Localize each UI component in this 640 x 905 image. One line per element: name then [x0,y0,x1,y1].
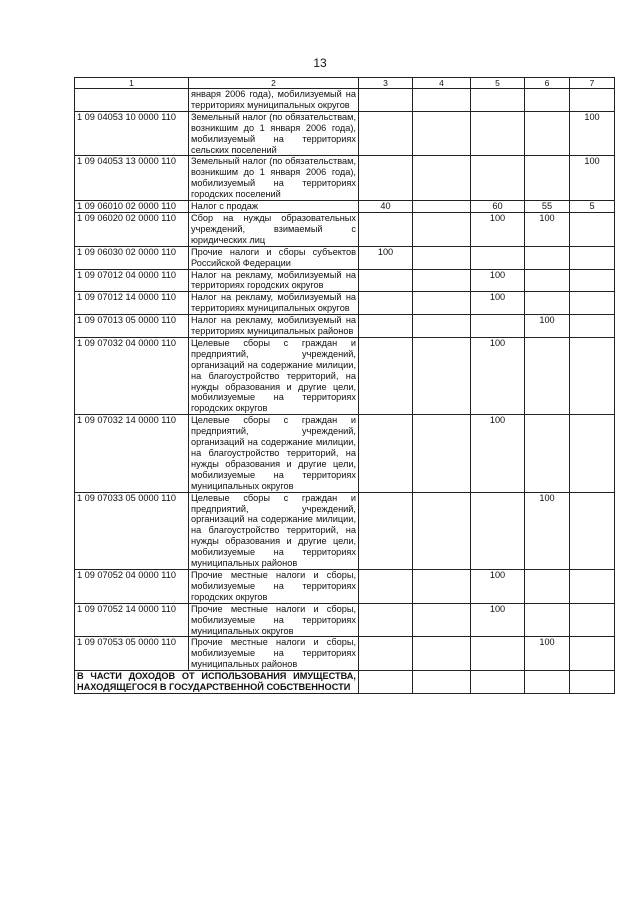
table-row [75,156,615,201]
empty-cell [570,671,615,694]
budget-code-cell: 1 09 06010 02 0000 110 [75,201,189,213]
column-number: 5 [471,78,525,89]
col6-value [525,569,570,603]
revenue-name-cell: Целевые сборы с граждан и предприятий, учреждений, организаций на содержание милиции, на благоустройство территорий, на нужды образования и другие цели, мобилизуемые на территориях городских округов [189,337,359,414]
col4-value [413,603,471,637]
table-row [75,292,615,315]
budget-code-cell: 1 09 06020 02 0000 110 [75,212,189,246]
table-row [75,269,615,292]
revenue-name-cell: января 2006 года), мобилизуемый на территориях муниципальных округов [189,89,359,112]
column-number-row [75,78,615,89]
col4-value [413,337,471,414]
col4-value [413,292,471,315]
col4-value [413,156,471,201]
table-row [75,492,615,569]
col5-value: 100 [471,569,525,603]
col6-value [525,246,570,269]
col6-value [525,156,570,201]
col5-value [471,492,525,569]
budget-code-cell: 1 09 06030 02 0000 110 [75,246,189,269]
budget-code-cell: 1 09 07033 05 0000 110 [75,492,189,569]
col5-value: 100 [471,212,525,246]
revenue-name-cell: Прочие местные налоги и сборы, мобилизуемые на территориях муниципальных округов [189,603,359,637]
col4-value [413,569,471,603]
column-number: 1 [75,78,189,89]
col3-value [359,269,413,292]
col6-value: 55 [525,201,570,213]
col7-value [570,337,615,414]
col7-value: 100 [570,111,615,156]
col5-value: 100 [471,603,525,637]
col6-value: 100 [525,315,570,338]
revenue-name-cell: Прочие налоги и сборы субъектов Российской Федерации [189,246,359,269]
col4-value [413,415,471,492]
col7-value [570,89,615,112]
col3-value [359,492,413,569]
revenue-distribution-table [74,77,615,694]
col3-value [359,89,413,112]
revenue-name-cell: Налог на рекламу, мобилизуемый на территориях городских округов [189,269,359,292]
budget-code-cell: 1 09 07012 14 0000 110 [75,292,189,315]
col7-value [570,269,615,292]
col3-value [359,337,413,414]
table-row [75,415,615,492]
revenue-name-cell: Земельный налог (по обязательствам, возникшим до 1 января 2006 года), мобилизуемый на территориях городских поселений [189,156,359,201]
col7-value [570,569,615,603]
table-row [75,246,615,269]
col3-value [359,603,413,637]
col6-value: 100 [525,212,570,246]
col3-value [359,212,413,246]
column-number: 3 [359,78,413,89]
table-row [75,89,615,112]
col7-value [570,492,615,569]
column-number: 6 [525,78,570,89]
budget-code-cell: 1 09 07012 04 0000 110 [75,269,189,292]
col7-value: 100 [570,156,615,201]
col6-value [525,337,570,414]
col3-value [359,415,413,492]
col5-value [471,246,525,269]
col3-value [359,315,413,338]
empty-cell [359,671,413,694]
col3-value [359,292,413,315]
col5-value [471,111,525,156]
budget-code-cell [75,89,189,112]
col6-value [525,269,570,292]
col5-value: 60 [471,201,525,213]
col4-value [413,212,471,246]
column-number: 4 [413,78,471,89]
col7-value: 5 [570,201,615,213]
col3-value [359,156,413,201]
col5-value: 100 [471,269,525,292]
col5-value: 100 [471,415,525,492]
col4-value [413,492,471,569]
col3-value: 100 [359,246,413,269]
table-row [75,201,615,213]
col7-value [570,603,615,637]
budget-code-cell: 1 09 07052 14 0000 110 [75,603,189,637]
col7-value [570,315,615,338]
budget-code-cell: 1 09 04053 13 0000 110 [75,156,189,201]
revenue-name-cell: Целевые сборы с граждан и предприятий, учреждений, организаций на содержание милиции, на благоустройство территорий, на нужды образования и другие цели, мобилизуемые на территориях муниципальных округов [189,415,359,492]
budget-code-cell: 1 09 07053 05 0000 110 [75,637,189,671]
section-heading-row [75,671,615,694]
col5-value: 100 [471,337,525,414]
col5-value [471,156,525,201]
col5-value [471,89,525,112]
table-row [75,603,615,637]
col3-value [359,569,413,603]
col3-value [359,637,413,671]
col6-value: 100 [525,637,570,671]
col3-value [359,111,413,156]
col6-value [525,603,570,637]
col5-value [471,637,525,671]
col6-value: 100 [525,492,570,569]
column-number: 7 [570,78,615,89]
revenue-name-cell: Земельный налог (по обязательствам, возникшим до 1 января 2006 года), мобилизуемый на территориях сельских поселений [189,111,359,156]
page-number: 13 [313,56,327,70]
col6-value [525,292,570,315]
table-row [75,111,615,156]
col4-value [413,315,471,338]
revenue-name-cell: Налог на рекламу, мобилизуемый на территориях муниципальных округов [189,292,359,315]
empty-cell [525,671,570,694]
col7-value [570,637,615,671]
revenue-name-cell: Сбор на нужды образовательных учреждений, взимаемый с юридических лиц [189,212,359,246]
col4-value [413,269,471,292]
budget-code-cell: 1 09 07013 05 0000 110 [75,315,189,338]
col3-value: 40 [359,201,413,213]
col4-value [413,246,471,269]
col7-value [570,292,615,315]
col4-value [413,111,471,156]
revenue-name-cell: Прочие местные налоги и сборы, мобилизуемые на территориях городских округов [189,569,359,603]
col6-value [525,415,570,492]
col4-value [413,201,471,213]
col4-value [413,637,471,671]
col7-value [570,415,615,492]
col6-value [525,111,570,156]
col6-value [525,89,570,112]
table-row [75,569,615,603]
revenue-name-cell: Прочие местные налоги и сборы, мобилизуемые на территориях муниципальных районов [189,637,359,671]
table-row [75,315,615,338]
budget-code-cell: 1 09 07052 04 0000 110 [75,569,189,603]
col5-value: 100 [471,292,525,315]
section-heading: В ЧАСТИ ДОХОДОВ ОТ ИСПОЛЬЗОВАНИЯ ИМУЩЕСТВА, НАХОДЯЩЕГОСЯ В ГОСУДАРСТВЕННОЙ СОБСТВЕННОСТИ [75,671,359,694]
col5-value [471,315,525,338]
empty-cell [413,671,471,694]
revenue-name-cell: Налог с продаж [189,201,359,213]
empty-cell [471,671,525,694]
budget-code-cell: 1 09 04053 10 0000 110 [75,111,189,156]
col7-value [570,212,615,246]
column-number: 2 [189,78,359,89]
budget-code-cell: 1 09 07032 04 0000 110 [75,337,189,414]
table-row [75,637,615,671]
revenue-name-cell: Целевые сборы с граждан и предприятий, учреждений, организаций на содержание милиции, на благоустройство территорий, на нужды образования и другие цели, мобилизуемые на территориях муниципальных районов [189,492,359,569]
budget-code-cell: 1 09 07032 14 0000 110 [75,415,189,492]
col4-value [413,89,471,112]
revenue-name-cell: Налог на рекламу, мобилизуемый на территориях муниципальных районов [189,315,359,338]
col7-value [570,246,615,269]
table-row [75,337,615,414]
table-row [75,212,615,246]
